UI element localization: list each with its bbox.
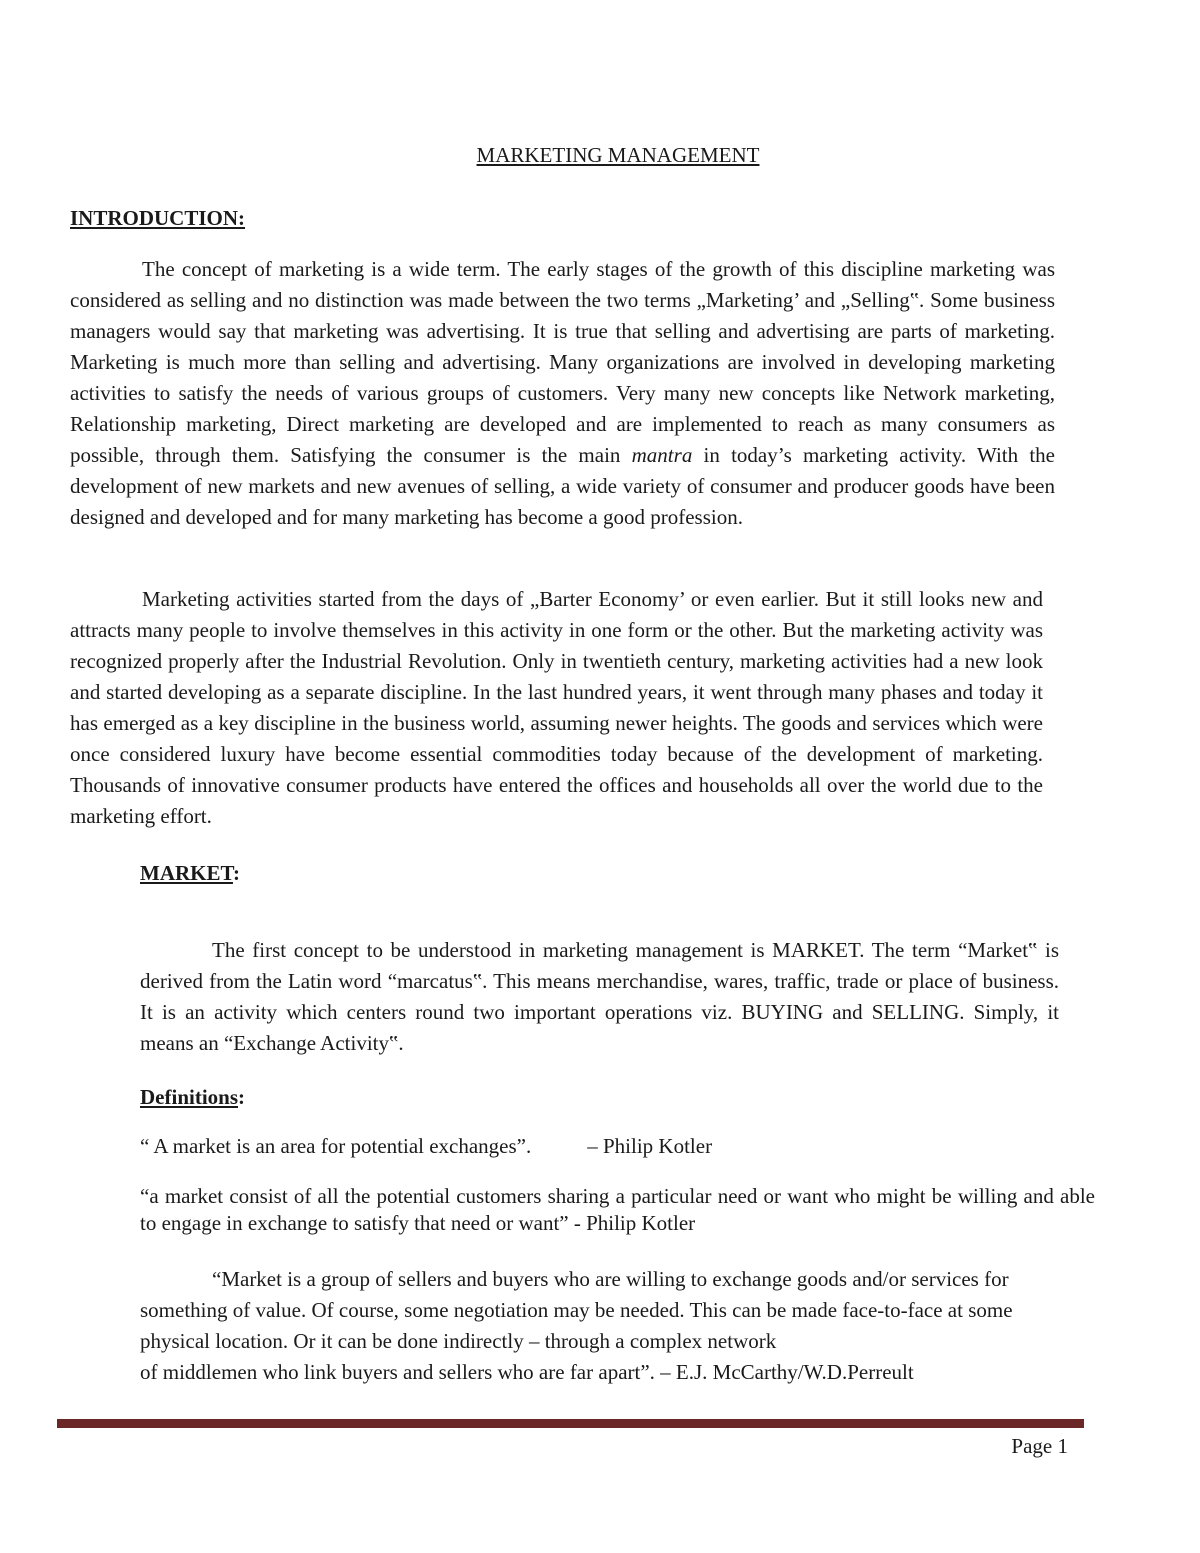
definition-1 [140, 1131, 840, 1162]
definition-3-last-line: of middlemen who link buyers and sellers who are far apart”. – E.J. McCarthy/W.D.Perreult [140, 1360, 914, 1384]
market-heading-colon: : [232, 861, 240, 885]
definitions-heading [140, 1084, 245, 1110]
introduction-heading-text: INTRODUCTION: [70, 206, 246, 230]
definitions-heading-colon: : [238, 1085, 246, 1109]
page-number: Page 1 [1011, 1434, 1068, 1458]
footer-rule [57, 1419, 1084, 1428]
introduction-paragraph-1 [70, 254, 1055, 533]
definition-3 [140, 1264, 1052, 1388]
market-heading-text: MARKET [140, 861, 233, 885]
definitions-heading-text: Definitions [140, 1085, 239, 1109]
introduction-paragraph-1-part1: The concept of marketing is a wide term. The early stages of the growth of this discipline marketing was considered as selling and no distinction was made between the two terms „Marketing’ and „Selling‟. Some business managers would say that marketing was advertising. It is true that selling and advertising are parts of marketing. Marketing is much more than selling and advertising. Many organizations are involved in developing marketing activities to satisfy the needs of various groups of customers. Very many new concepts like Network marketing, Relationship marketing, Direct marketing are developed and are implemented to reach as many consumers as possible, through them. Satisfying the consumer is the main [70, 257, 1055, 467]
market-heading [140, 860, 240, 886]
market-paragraph [140, 935, 1059, 1059]
definition-1-quote: “ A market is an area for potential exchanges”. [140, 1134, 532, 1158]
introduction-paragraph-1-part2: in today’s marketing activity. With the development of new markets and new avenues of selling, a wide variety of consumer and producer goods have been designed and developed and for many marketing has become a good profession. [70, 443, 1055, 529]
definition-3-body: “Market is a group of sellers and buyers who are willing to exchange goods and/or services for something of value. Of course, some negotiation may be needed. This can be made face-to-face at some physical location. Or it can be done indirectly – through a complex network [140, 1267, 1013, 1353]
introduction-heading [70, 205, 245, 231]
introduction-paragraph-2 [70, 584, 1043, 832]
definition-2: “a market consist of all the potential customers sharing a particular need or want who might be willing and able to engage in exchange to satisfy that need or want” - Philip Kotler [140, 1184, 1095, 1235]
introduction-paragraph-1-italic: mantra [631, 443, 693, 467]
definition-1-author: – Philip Kotler [587, 1134, 713, 1158]
page-title: MARKETING MANAGEMENT [476, 143, 760, 167]
introduction-paragraph-2-text: Marketing activities started from the days of „Barter Economy’ or even earlier. But it still looks new and attracts many people to involve themselves in this activity in one form or the other. But the marketing activity was recognized properly after the Industrial Revolution. Only in twentieth century, marketing activities had a new look and started developing as a separate discipline. In the last hundred years, it went through many phases and today it has emerged as a key discipline in the business world, assuming newer heights. The goods and services which were once considered luxury have become essential commodities today because of the development of marketing. Thousands of innovative consumer products have entered the offices and households all over the world due to the marketing effort. [70, 587, 1043, 828]
market-paragraph-text: The first concept to be understood in marketing management is MARKET. The term “Market‟ is derived from the Latin word “marcatus‟. This means merchandise, wares, traffic, trade or place of business. It is an activity which centers round two important operations viz. BUYING and SELLING. Simply, it means an “Exchange Activity‟. [140, 938, 1059, 1055]
